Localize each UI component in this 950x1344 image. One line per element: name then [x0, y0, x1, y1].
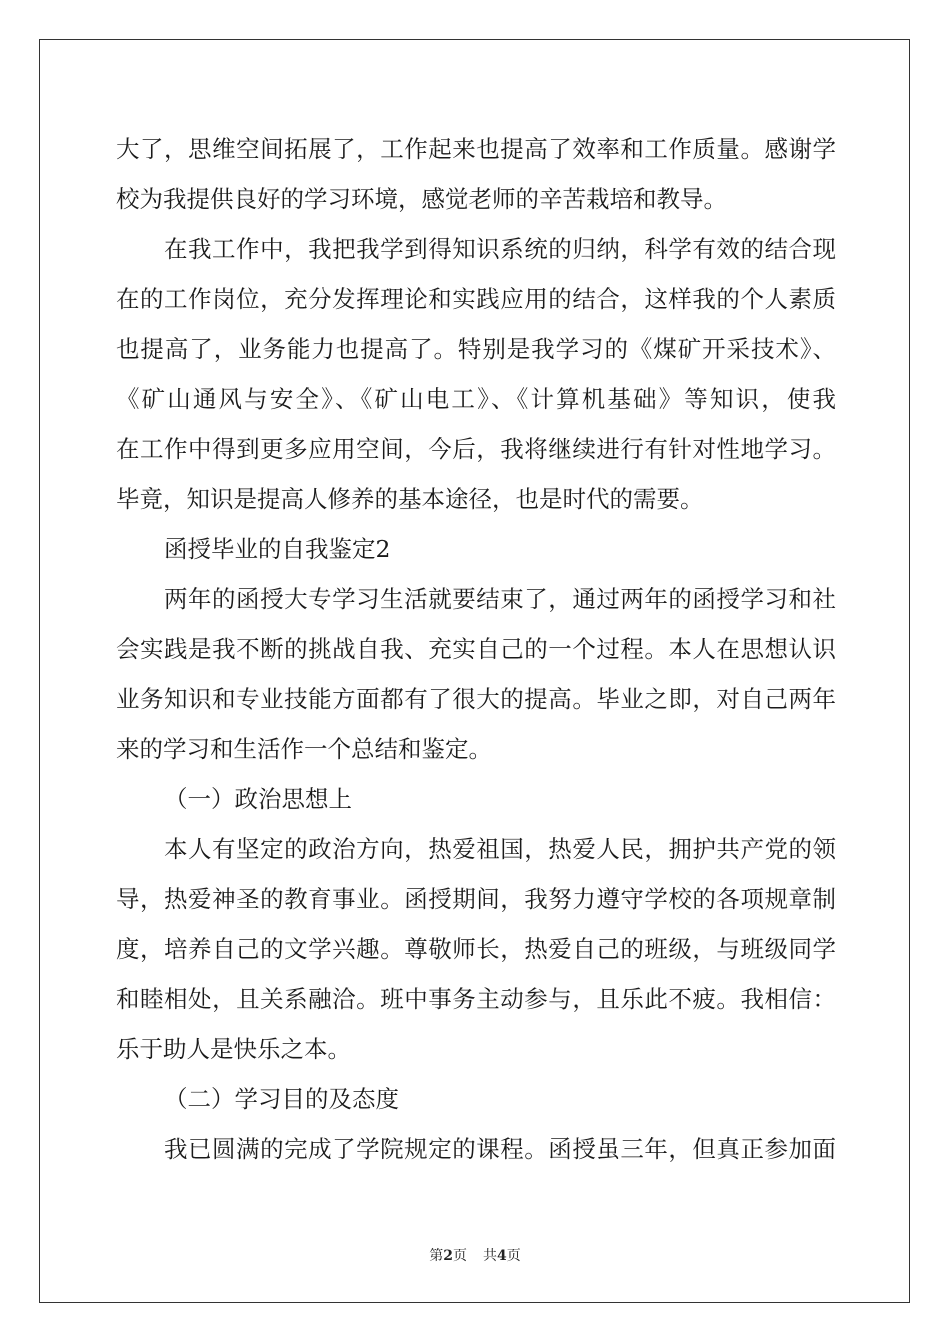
- text-line: 导，热爱神圣的教育事业。函授期间，我努力遵守学校的各项规章制: [116, 885, 836, 913]
- page-number: 第2页: [429, 1248, 467, 1264]
- text-line: 两年的函授大专学习生活就要结束了，通过两年的函授学习和社: [164, 585, 836, 613]
- text-line: 乐于助人是快乐之本。: [116, 1035, 351, 1063]
- text-line: （二）学习目的及态度: [164, 1085, 399, 1113]
- text-line: 函授毕业的自我鉴定2: [164, 535, 391, 563]
- text-line: 度，培养自己的文学兴趣。尊敬师长，热爱自己的班级，与班级同学: [116, 935, 836, 963]
- document-body: [116, 124, 836, 1174]
- text-line: 也提高了，业务能力也提高了。特别是我学习的《煤矿开采技术》、: [116, 335, 836, 363]
- text-line: 在工作中得到更多应用空间，今后，我将继续进行有针对性地学习。: [116, 435, 836, 463]
- text-line: 我已圆满的完成了学院规定的课程。函授虽三年，但真正参加面: [164, 1135, 836, 1163]
- text-line: 来的学习和生活作一个总结和鉴定。: [116, 735, 492, 763]
- text-line: 和睦相处，且关系融洽。班中事务主动参与，且乐此不疲。我相信：: [116, 985, 836, 1013]
- text-line: （一）政治思想上: [164, 785, 352, 813]
- text-line: 大了，思维空间拓展了，工作起来也提高了效率和工作质量。感谢学: [116, 135, 836, 163]
- text-line: 在的工作岗位，充分发挥理论和实践应用的结合，这样我的个人素质: [116, 285, 836, 313]
- text-line: 《矿山通风与安全》、《矿山电工》、《计算机基础》等知识，使我: [116, 385, 836, 413]
- text-line: 业务知识和专业技能方面都有了很大的提高。毕业之即，对自己两年: [116, 685, 836, 713]
- text-line: 在我工作中，我把我学到得知识系统的归纳，科学有效的结合现: [164, 235, 836, 263]
- text-line: 会实践是我不断的挑战自我、充实自己的一个过程。本人在思想认识: [116, 635, 836, 663]
- page-footer: [0, 1246, 950, 1266]
- text-line: 校为我提供良好的学习环境，感觉老师的辛苦栽培和教导。: [116, 185, 727, 213]
- text-line: 毕竟，知识是提高人修养的基本途径，也是时代的需要。: [116, 485, 704, 513]
- text-line: 本人有坚定的政治方向，热爱祖国，热爱人民，拥护共产党的领: [164, 835, 836, 863]
- page-total: 共4页: [483, 1248, 521, 1264]
